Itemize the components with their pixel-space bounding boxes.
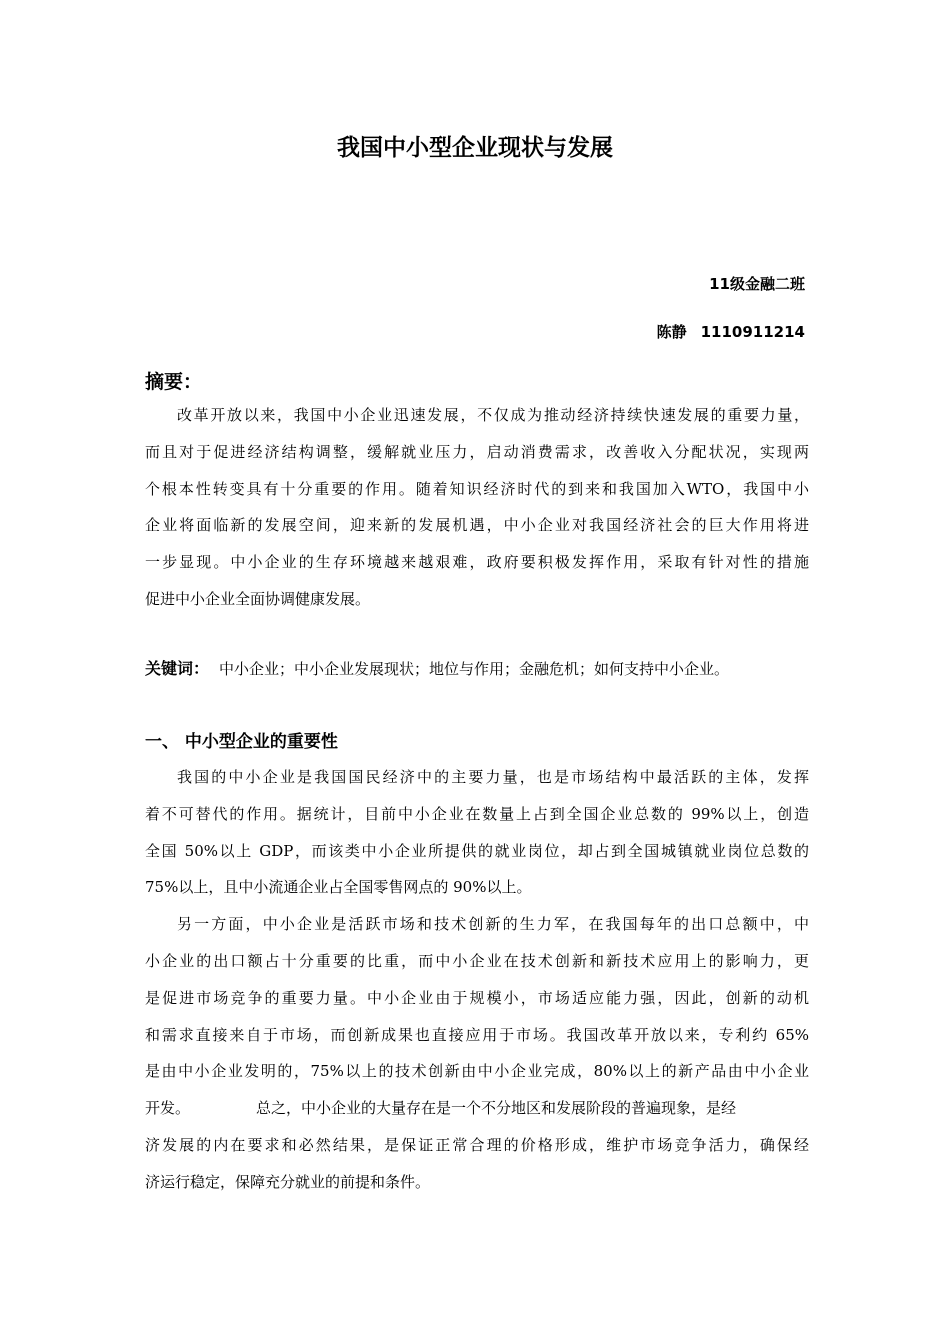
abstract-line: 企业将面临新的发展空间，迎来新的发展机遇，中小企业对我国经济社会的巨大作用将进 bbox=[145, 516, 809, 535]
keywords-line bbox=[145, 656, 729, 682]
body-line: 是促进市场竞争的重要力量。中小企业由于规模小，市场适应能力强，因此，创新的动机 bbox=[145, 988, 809, 1007]
abstract-paragraph bbox=[145, 397, 809, 618]
abstract-line: 一步显现。中小企业的生存环境越来越艰难，政府要积极发挥作用，采取有针对性的措施 bbox=[145, 553, 809, 572]
body-line-start: 开发。 bbox=[145, 1099, 191, 1118]
author-name: 陈静 bbox=[656, 323, 687, 341]
body-line: 是由中小企业发明的，75%以上的技术创新由中小企业完成，80%以上的新产品由中小企业 bbox=[145, 1062, 809, 1081]
body-line-end: 总之，中小企业的大量存在是一个不分地区和发展阶段的普遍现象，是经 bbox=[256, 1099, 737, 1118]
abstract-line: 而且对于促进经济结构调整，缓解就业压力，启动消费需求，改善收入分配状况，实现两 bbox=[145, 442, 809, 461]
body-line: 济运行稳定，保障充分就业的前提和条件。 bbox=[145, 1172, 431, 1191]
abstract-line: 改革开放以来，我国中小企业迅速发展，不仅成为推动经济持续快速发展的重要力量， bbox=[177, 406, 809, 424]
body-line: 另一方面，中小企业是活跃市场和技术创新的生力军，在我国每年的出口总额中，中 bbox=[177, 915, 809, 934]
body-line: 和需求直接来自于市场，而创新成果也直接应用于市场。我国改革开放以来，专利约 65% bbox=[145, 1025, 809, 1044]
section-body bbox=[145, 759, 809, 1201]
abstract-line: 促进中小企业全面协调健康发展。 bbox=[145, 589, 371, 608]
body-line: 着不可替代的作用。据统计，目前中小企业在数量上占到全国企业总数的 99%以上，创造 bbox=[145, 804, 809, 823]
body-line bbox=[145, 1090, 809, 1127]
student-id: 1110911214 bbox=[700, 323, 805, 341]
body-line: 75%以上，且中小流通企业占全国零售网点的 90%以上。 bbox=[145, 878, 532, 897]
keywords-label: 关键词： bbox=[145, 659, 210, 678]
section-heading: 一、 中小型企业的重要性 bbox=[145, 732, 338, 752]
body-line: 我国的中小企业是我国国民经济中的主要力量，也是市场结构中最活跃的主体，发挥 bbox=[177, 768, 809, 786]
body-line: 全国 50%以上 GDP，而该类中小企业所提供的就业岗位，却占到全国城镇就业岗位总数的 bbox=[145, 841, 809, 860]
author-info bbox=[657, 321, 805, 343]
class-name: 11级金融二班 bbox=[709, 275, 805, 293]
abstract-line: 个根本性转变具有十分重要的作用。随着知识经济时代的到来和我国加入WTO，我国中小 bbox=[145, 479, 809, 498]
keywords-text: 中小企业；中小企业发展现状；地位与作用；金融危机；如何支持中小企业。 bbox=[219, 660, 730, 678]
body-line: 小企业的出口额占十分重要的比重，而中小企业在技术创新和新技术应用上的影响力，更 bbox=[145, 951, 809, 970]
body-line: 济发展的内在要求和必然结果，是保证正常合理的价格形成，维护市场竞争活力，确保经 bbox=[145, 1135, 809, 1154]
document-title: 我国中小型企业现状与发展 bbox=[337, 135, 613, 161]
abstract-heading: 摘要： bbox=[145, 371, 203, 393]
